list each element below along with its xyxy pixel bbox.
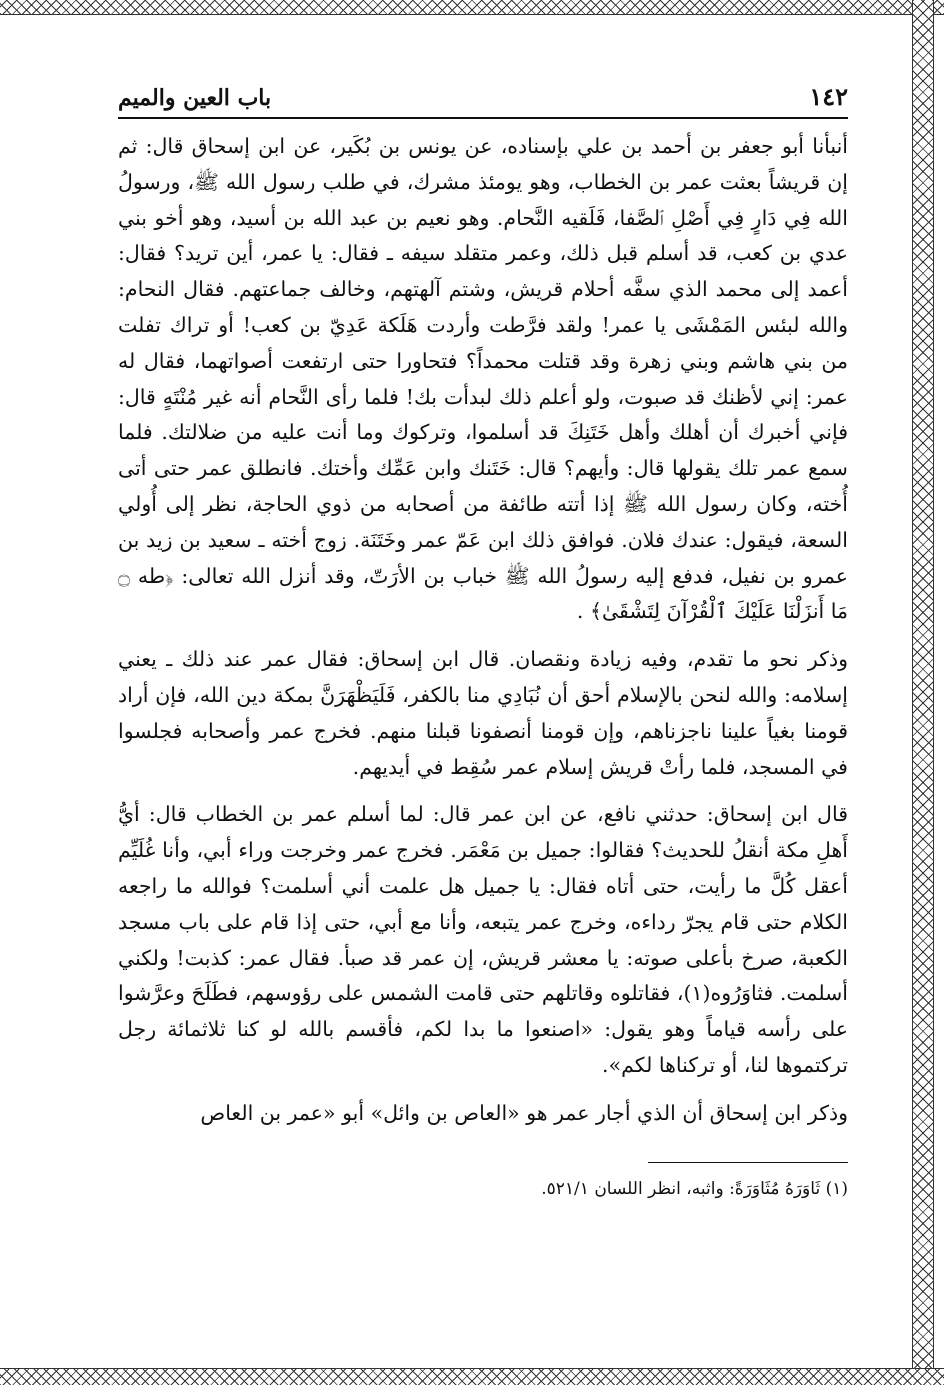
footnote: (١) ثَاوَرَهُ مُثَاوَرَةً: واثبه، انظر اللسان ٥٢١/١. [541, 1178, 848, 1199]
paragraph-4: وذكر ابن إسحاق أن الذي أجار عمر هو «العاص بن وائل» أبو «عمر بن العاص [200, 1100, 848, 1125]
paragraph-1: أنبأنا أبو جعفر بن أحمد بن علي بإسناده، عن يونس بن بُكَير، عن ابن إسحاق قال: ثم إن قريشاً بعثت عمر بن الخطاب، وهو يومئذ مشرك، في طلب رسول الله ﷺ، ورسولُ الله فِي دَارٍ فِي أَصْلِ ٱلصَّفا، فَلَقيه النَّحام. وهو نعيم بن عبد الله بن أسيد، وهو أخو بني عدي بن كعب، قد أسلم قبل ذلك، وعمر متقلد سيفه ـ فقال: يا عمر، أين تريد؟ فقال: أعمد إلى محمد الذي سفَّه أحلام قريش، وشتم آلهتهم، وخالف جماعتهم. فقال النحام: والله لبئس المَمْشَى يا عمر! ولقد فرَّطت وأردت هَلَكة عَدِيّ بن كعب! أو تراك تفلت من بني هاشم وبني زهرة وقد قتلت محمداً؟ فتحاورا حتى ارتفعت أصواتهما، فقال له عمر: إني لأظنك قد صبوت، ولو أعلم ذلك لبدأت بك! فلما رأى النَّحام أنه غير مُنْتَهٍ قال: فإني أخبرك أن أهلك وأهل خَتَنِكَ قد أسلموا، وتركوك وما أنت عليه من ضلالتك. فلما سمع عمر تلك يقولها قال: وأيهم؟ قال: خَتَنك وابن عَمِّك وأختك. فانطلق عمر حتى أتى أُخته، وكان رسول الله ﷺ إذا أتته طائفة من أصحابه من ذوي الحاجة، نظر إلى أُولي السعة، فيقول: عندك فلان. فوافق ذلك ابن عَمّ عمر وخَتَنَة. زوج أخته ـ سعيد بن زيد بن عمرو بن نفيل، فدفع إليه رسولُ الله ﷺ خباب بن الأرَتّ، وقد أنزل الله تعالى: ﴿طه ۝ مَا أَنزَلْنَا عَلَيْكَ ٱلْقُرْآنَ لِتَشْقَىٰ﴾ . [118, 134, 848, 624]
running-header [118, 82, 848, 119]
paragraph-2: وذكر نحو ما تقدم، وفيه زيادة ونقصان. قال ابن إسحاق: فقال عمر عند ذلك ـ يعني إسلامه: والله لنحن بالإسلام أحق أن نُبَادِي منا بالكفر، فَلَيَظْهَرَنَّ بمكة دين الله، فإن أراد قومنا بغياً علينا ناجزناهم، وإن قومنا أنصفونا قبلنا منهم. فخرج عمر وأصحابه فجلسوا في المسجد، فلما رأتْ قريش إسلام عمر سُقِط في أيديهم. [118, 647, 848, 779]
decorative-border-right [912, 0, 934, 1384]
footnote-divider [648, 1162, 848, 1163]
chapter-title: باب العين والميم [118, 85, 272, 111]
decorative-border-bottom [0, 1368, 944, 1385]
book-page [118, 82, 848, 1203]
paragraph-3: قال ابن إسحاق: حدثني نافع، عن ابن عمر قال: لما أسلم عمر بن الخطاب قال: أيُّ أَهلِ مكة أنقلُ للحديث؟ فقالوا: جميل بن مَعْمَر. فخرج عمر وخرجت وراء أبي، وأنا غُلَيِّم أعقل كُلَّ ما رأيت، حتى أتاه فقال: يا جميل هل علمت أني أسلمت؟ فوالله ما راجعه الكلام حتى قام يجرّ رداءه، وخرج عمر يتبعه، وأنا مع أبي، حتى إذا قام على باب مسجد الكعبة، صرخ بأعلى صوته: يا معشر قريش، إن عمر قد صبأ. فقال عمر: كذبت! ولكني أسلمت. فثاوَرُوه(١)، فقاتلوه وقاتلهم حتى قامت الشمس على رؤوسهم، فطَلَحَ وعرَّشوا على رأسه قياماً وهو يقول: «اصنعوا ما بدا لكم، فأقسم بالله لو كنا ثلاثمائة رجل تركتموها لنا، أو تركناها لكم». [118, 802, 848, 1077]
page-number: ١٤٢ [809, 82, 848, 111]
decorative-border-top [0, 0, 944, 15]
